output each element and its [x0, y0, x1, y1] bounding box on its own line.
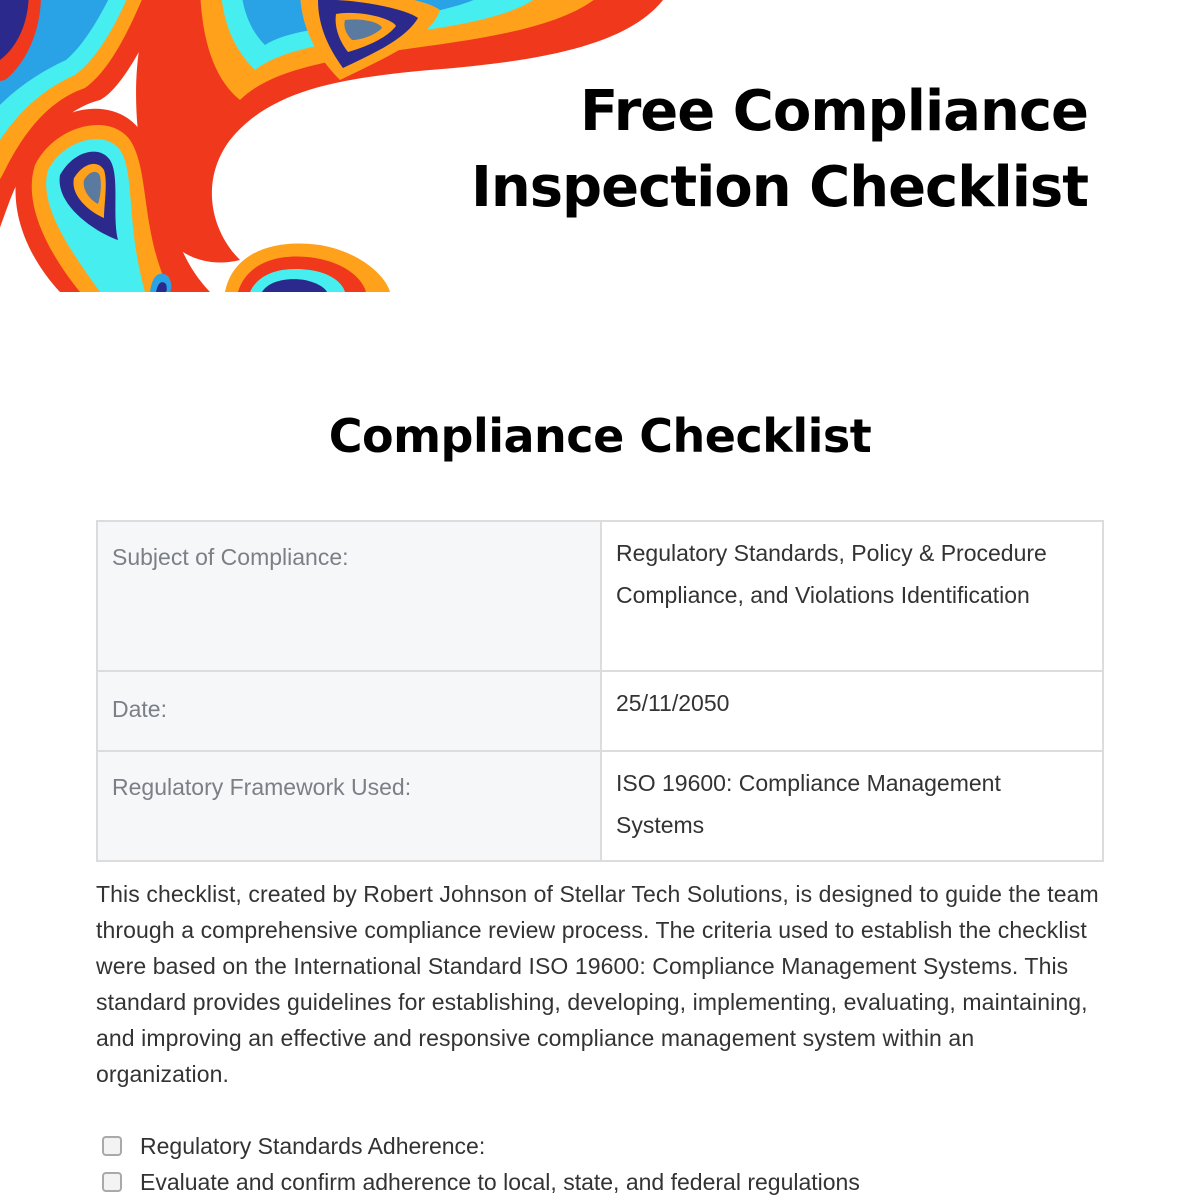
document-title-line-1: Free Compliance [580, 79, 1088, 144]
checklist-item-label: Regulatory Standards Adherence: [140, 1132, 486, 1159]
document-title-line-2: Inspection Checklist [471, 155, 1088, 220]
table-row [97, 671, 1103, 751]
checklist-item[interactable] [96, 1164, 860, 1200]
checklist-item[interactable] [96, 1128, 860, 1164]
document-title [448, 74, 1088, 226]
intro-paragraph: This checklist, created by Robert Johnson of Stellar Tech Solutions, is designed to guide the team through a comprehensive compliance review process. The criteria used to establish the checklist were based on the International Standard ISO 19600: Compliance Management Systems. This standard provides guidelines for establishing, developing, implementing, evaluating, maintaining, and improving an effective and responsive compliance management system within an organization. [96, 881, 1099, 1087]
compliance-info-table [96, 520, 1104, 862]
table-label-cell: Subject of Compliance: [97, 521, 601, 671]
table-value-cell: ISO 19600: Compliance Management Systems [601, 751, 1103, 861]
section-title: Compliance Checklist [328, 409, 872, 463]
table-label-cell: Date: [97, 671, 601, 751]
table-value-cell: Regulatory Standards, Policy & Procedure Compliance, and Violations Identification [601, 521, 1103, 671]
table-row [97, 521, 1103, 671]
checkbox[interactable] [102, 1136, 122, 1156]
checkbox[interactable] [102, 1172, 122, 1192]
table-value-cell: 25/11/2050 [601, 671, 1103, 751]
checklist [96, 1128, 860, 1200]
checklist-item-label: Evaluate and confirm adherence to local, state, and federal regulations [140, 1168, 860, 1195]
table-row [97, 751, 1103, 861]
table-label-cell: Regulatory Framework Used: [97, 751, 601, 861]
